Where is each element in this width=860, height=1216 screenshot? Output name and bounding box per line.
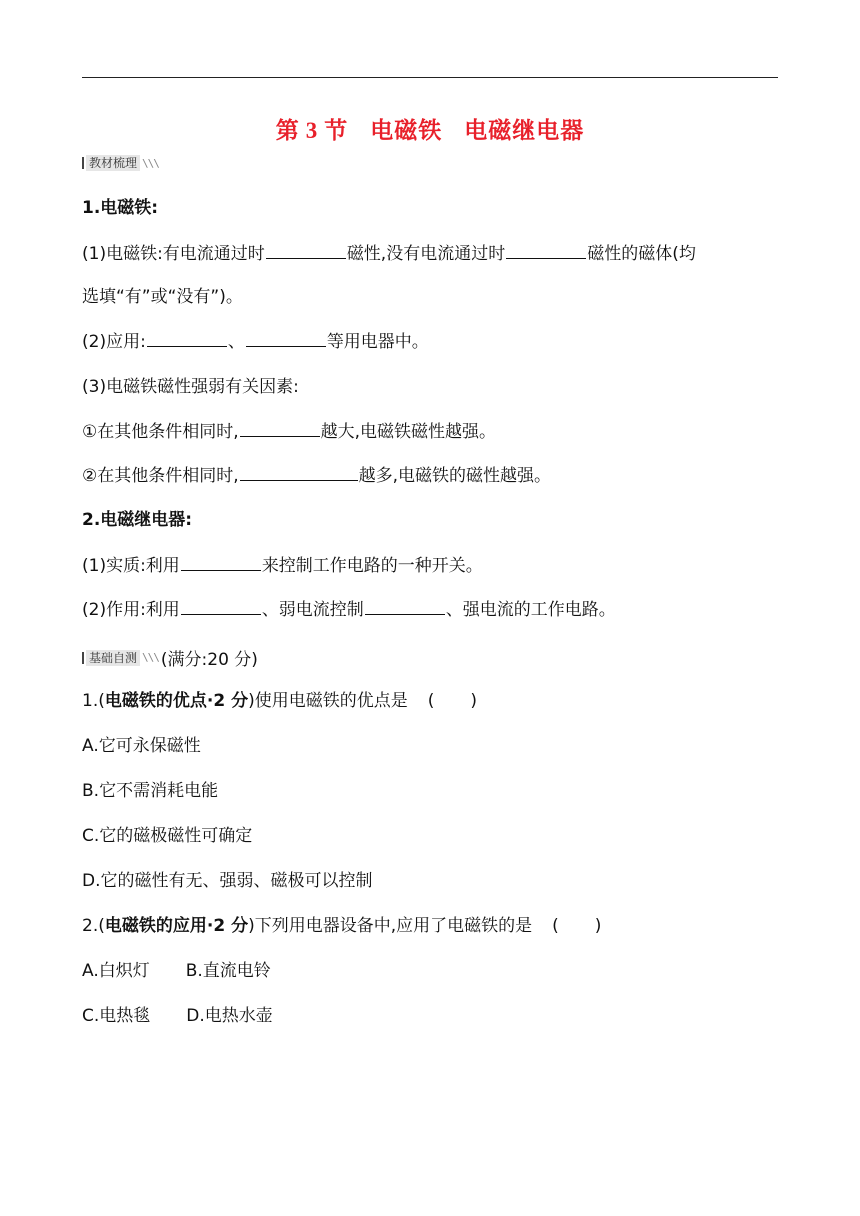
page-title bbox=[0, 112, 860, 145]
question-2-option-c[interactable]: C.电热毯 bbox=[82, 1006, 151, 1026]
title-number: 3 bbox=[305, 118, 319, 143]
fill-blank[interactable] bbox=[240, 464, 358, 481]
score-note: (满分:20 分) bbox=[160, 650, 258, 670]
question-2-option-b[interactable]: B.直流电铃 bbox=[185, 961, 271, 981]
title-word1: 电磁铁 bbox=[370, 118, 443, 144]
review-line-2: (2)应用: 、 等用电器中。 bbox=[82, 332, 429, 352]
question-1-option-d[interactable]: D.它的磁性有无、强弱、磁极可以控制 bbox=[82, 871, 373, 891]
tag-label-review: 教材梳理 bbox=[86, 155, 140, 171]
answer-paren[interactable]: ( ) bbox=[552, 916, 602, 936]
question-1-tag: 电磁铁的优点·2 分 bbox=[104, 691, 249, 711]
section-tag-review bbox=[82, 155, 159, 171]
title-prefix: 第 bbox=[275, 118, 300, 144]
fill-blank[interactable] bbox=[365, 598, 445, 615]
fill-blank[interactable] bbox=[240, 420, 320, 437]
title-section: 节 bbox=[324, 118, 349, 144]
top-rule bbox=[82, 77, 778, 78]
question-2-stem: 2.(电磁铁的应用·2 分)下列用电器设备中,应用了电磁铁的是 ( ) bbox=[82, 916, 602, 936]
fill-blank[interactable] bbox=[246, 330, 326, 347]
question-2-tag: 电磁铁的应用·2 分 bbox=[104, 916, 249, 936]
question-2-option-d[interactable]: D.电热水壶 bbox=[186, 1006, 273, 1026]
tag-hatch-quiz: \\\ bbox=[142, 651, 159, 664]
review-line-6: (1)实质:利用 来控制工作电路的一种开关。 bbox=[82, 556, 483, 576]
question-2-options-row-1 bbox=[82, 960, 271, 982]
fill-blank[interactable] bbox=[506, 242, 586, 259]
question-1-option-a[interactable]: A.它可永保磁性 bbox=[82, 736, 201, 756]
fill-blank[interactable] bbox=[181, 554, 261, 571]
review-line-1-cont: 选填“有”或“没有”)。 bbox=[82, 287, 243, 307]
section-tag-quiz bbox=[82, 645, 258, 670]
fill-blank[interactable] bbox=[147, 330, 227, 347]
review-line-3: (3)电磁铁磁性强弱有关因素: bbox=[82, 377, 299, 397]
review-line-1: (1)电磁铁:有电流通过时 磁性,没有电流通过时 磁性的磁体(均 bbox=[82, 244, 696, 264]
question-1-option-b[interactable]: B.它不需消耗电能 bbox=[82, 781, 219, 801]
question-2-options-row-2 bbox=[82, 1005, 273, 1027]
review-line-5: ②在其他条件相同时, 越多,电磁铁的磁性越强。 bbox=[82, 466, 552, 486]
heading-relay: 2.电磁继电器: bbox=[82, 510, 193, 530]
review-line-7: (2)作用:利用 、弱电流控制 、强电流的工作电路。 bbox=[82, 600, 616, 620]
fill-blank[interactable] bbox=[181, 598, 261, 615]
question-1-stem: 1.(电磁铁的优点·2 分)使用电磁铁的优点是 ( ) bbox=[82, 691, 477, 711]
fill-blank[interactable] bbox=[266, 242, 346, 259]
review-line-4: ①在其他条件相同时, 越大,电磁铁磁性越强。 bbox=[82, 422, 497, 442]
question-1-option-c[interactable]: C.它的磁极磁性可确定 bbox=[82, 826, 253, 846]
title-word2: 电磁继电器 bbox=[464, 118, 585, 144]
answer-paren[interactable]: ( ) bbox=[427, 691, 477, 711]
tag-hatch-review: \\\ bbox=[142, 156, 159, 170]
heading-electromagnet: 1.电磁铁: bbox=[82, 198, 159, 218]
question-2-option-a[interactable]: A.白炽灯 bbox=[82, 961, 150, 981]
tag-label-quiz: 基础自测 bbox=[86, 650, 140, 666]
